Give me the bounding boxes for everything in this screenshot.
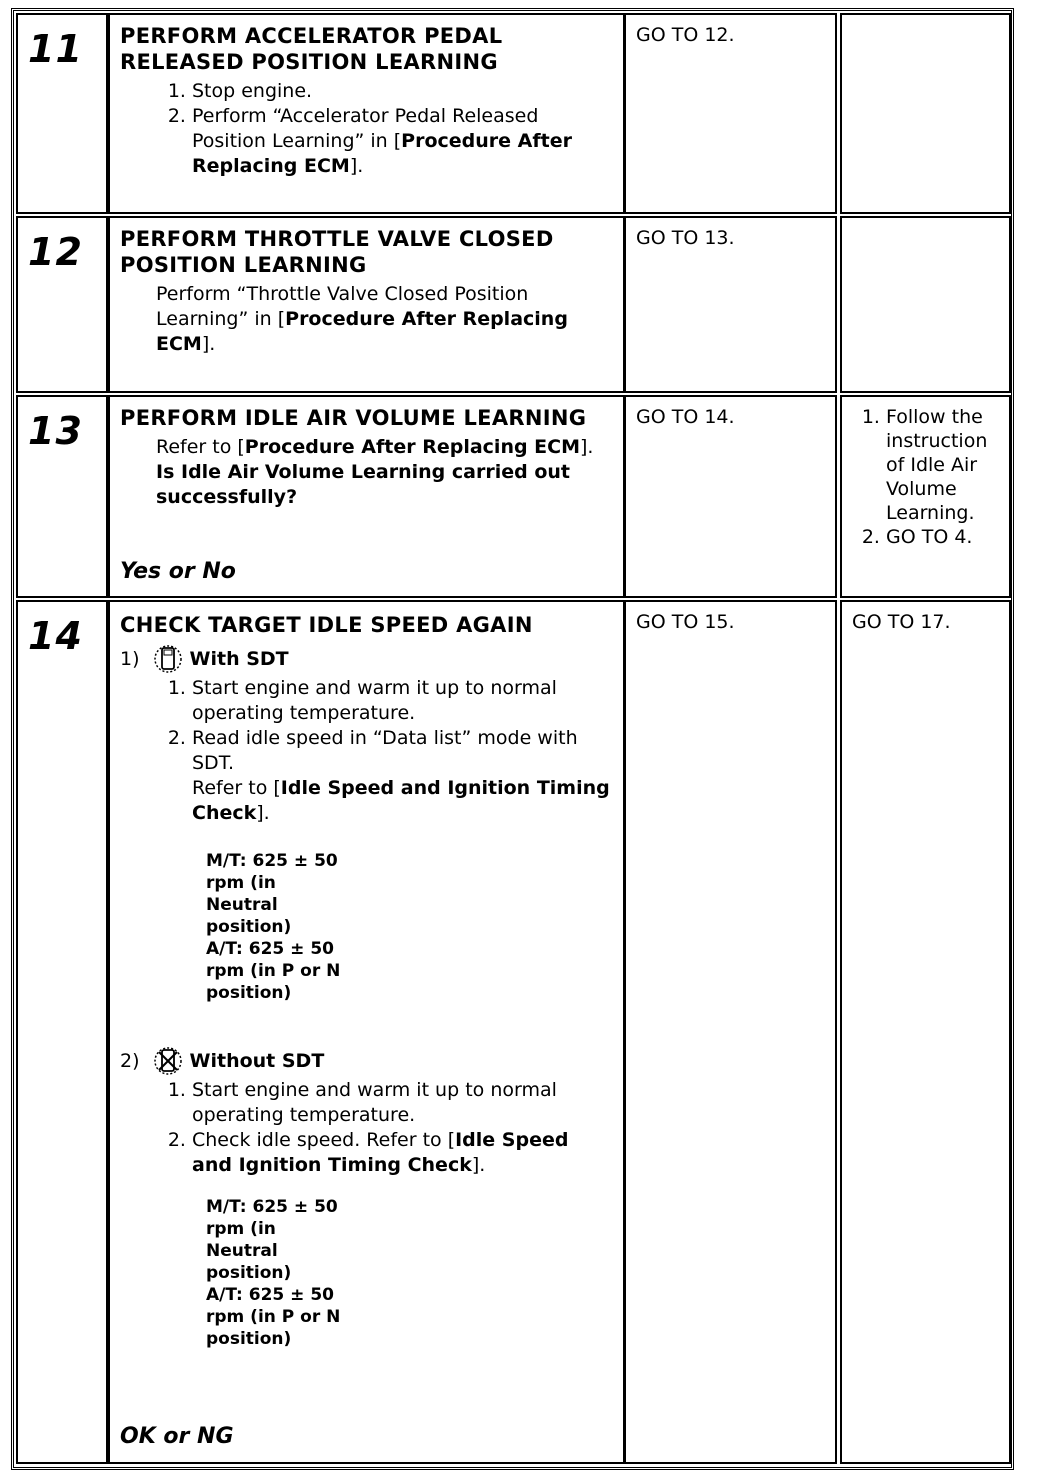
no-cell	[840, 216, 1011, 393]
action-cell	[108, 216, 625, 393]
step-cell	[16, 395, 108, 598]
action-cell	[108, 600, 625, 1464]
yes-cell	[624, 600, 837, 1464]
step-title: PERFORM IDLE AIR VOLUME LEARNING	[120, 406, 587, 430]
reference-link[interactable]: Idle Speed and Ignition Timing Check	[192, 777, 610, 824]
action-cell	[108, 13, 625, 214]
step-text: Perform “Throttle Valve Closed Position Learning” in [Procedure After Replacing ECM].	[156, 283, 568, 355]
table-row-14	[15, 600, 1011, 1464]
spec-block: M/T: 625 ± 50 rpm (in Neutral position) A/T: 625 ± 50 rpm (in P or N position)	[206, 851, 341, 1003]
step-title: CHECK TARGET IDLE SPEED AGAIN	[120, 613, 533, 637]
list-item: 2. Perform “Accelerator Pedal Released Position Learning” in [Procedure After Replacing ECM].	[192, 104, 613, 179]
step-cell	[16, 13, 108, 214]
step-number: 14	[28, 614, 83, 658]
spec-block: M/T: 625 ± 50 rpm (in Neutral position) A/T: 625 ± 50 rpm (in P or N position)	[206, 1197, 341, 1349]
step-cell	[16, 216, 108, 393]
step-number: 13	[28, 409, 83, 453]
list-item: 1. Start engine and warm it up to normal operating temperature.	[192, 676, 613, 726]
reference-link[interactable]: Idle Speed and Ignition Timing Check	[192, 1129, 569, 1176]
step-question: Is Idle Air Volume Learning carried out successfully?	[156, 461, 571, 508]
table-row-13	[15, 395, 1011, 598]
yes-cell	[624, 395, 837, 598]
no-cell	[840, 13, 1011, 214]
reference-link[interactable]: Procedure After Replacing ECM	[156, 308, 568, 355]
step-title: PERFORM ACCELERATOR PEDAL RELEASED POSITION LEARNING	[120, 24, 503, 74]
list-item: 1. Stop engine.	[192, 79, 613, 104]
with-sdt-header: 1) With SDT	[120, 644, 613, 674]
no-sdt-tool-icon	[154, 1046, 182, 1076]
list-item: 1. Start engine and warm it up to normal operating temperature.	[192, 1078, 613, 1128]
no-result	[842, 218, 1009, 234]
without-sdt-header: 2) Without SDT	[120, 1046, 613, 1076]
action-cell	[108, 395, 625, 598]
list-item: 1. Follow the instruction of Idle Air Volume Learning.	[886, 405, 1005, 525]
no-result	[842, 15, 1009, 31]
list-item: 2. Read idle speed in “Data list” mode with SDT. Refer to [Idle Speed and Ignition Timing Check].	[192, 726, 613, 826]
step-number: 12	[28, 230, 83, 274]
list-item: 2. GO TO 4.	[886, 525, 1005, 549]
step-cell	[16, 600, 108, 1464]
yes-cell	[624, 216, 837, 393]
no-cell	[840, 600, 1011, 1464]
answer-options: OK or NG	[120, 1424, 234, 1449]
no-result: GO TO 17.	[852, 611, 951, 633]
table-row-11	[15, 13, 1011, 214]
yes-result: GO TO 12.	[636, 24, 735, 46]
answer-options: Yes or No	[120, 559, 236, 584]
reference-link[interactable]: Procedure After Replacing ECM	[192, 130, 572, 177]
yes-result: GO TO 15.	[636, 611, 735, 633]
step-text: Refer to [Procedure After Replacing ECM].	[156, 436, 594, 458]
sdt-tool-icon	[154, 644, 182, 674]
yes-result: GO TO 13.	[636, 227, 735, 249]
step-number: 11	[28, 27, 83, 71]
table-row-12	[15, 216, 1011, 393]
yes-result: GO TO 14.	[636, 406, 735, 428]
list-item: 2. Check idle speed. Refer to [Idle Speed and Ignition Timing Check].	[192, 1128, 613, 1178]
step-title: PERFORM THROTTLE VALVE CLOSED POSITION LEARNING	[120, 227, 554, 277]
no-cell	[840, 395, 1011, 598]
reference-link[interactable]: Procedure After Replacing ECM	[244, 436, 581, 458]
yes-cell	[624, 13, 837, 214]
